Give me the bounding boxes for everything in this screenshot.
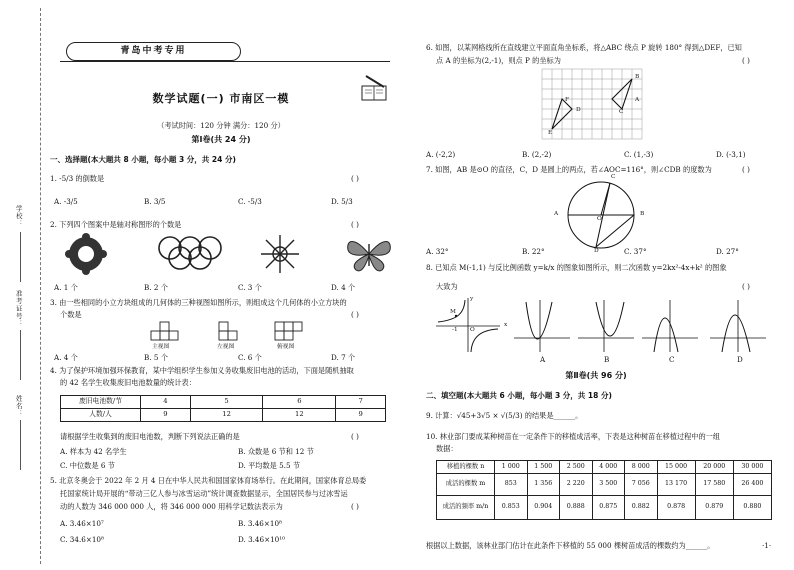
q7-answer-paren[interactable]: ( ) bbox=[742, 165, 750, 174]
circle-label-o: O bbox=[597, 216, 602, 222]
q8-label-neg1: -1 bbox=[452, 327, 458, 333]
table-cell: 0.904 bbox=[527, 496, 560, 520]
q8-option-c-graph bbox=[640, 298, 700, 354]
q8-label-x: x bbox=[504, 322, 508, 328]
circle-label-d: D bbox=[594, 248, 599, 254]
table-header-cell: 4 bbox=[141, 396, 191, 409]
q4-battery-table bbox=[60, 395, 386, 422]
page-number: ·1· bbox=[762, 541, 772, 550]
q1-option-a[interactable]: A. -3/5 bbox=[54, 197, 78, 206]
front-view-caption: 主视图 bbox=[152, 344, 170, 350]
table-row-label: 成活的频率 m/n bbox=[437, 496, 495, 520]
q5-option-b[interactable]: B. 3.46×10⁸ bbox=[238, 519, 282, 528]
q7-circle-figure bbox=[564, 178, 638, 252]
q4-option-c[interactable]: C. 中位数是 6 节 bbox=[60, 461, 115, 470]
q1-option-c[interactable]: C. -5/3 bbox=[238, 197, 262, 206]
side-view-caption: 左视图 bbox=[217, 344, 235, 350]
q1-answer-paren[interactable]: ( ) bbox=[351, 174, 359, 183]
q6-stem-line1: 6. 如图，以某网格线所在直线建立平面直角坐标系，将△ABC 绕点 P 旋转 180° 得到△DEF，已知 bbox=[426, 43, 742, 52]
olympic-rings-icon bbox=[156, 234, 224, 272]
school-label: 学校： bbox=[14, 205, 23, 228]
page-title: 数学试题(一) 市南区一模 bbox=[152, 92, 290, 105]
table-header-cell: 5 bbox=[190, 396, 263, 409]
table-cell: 7 056 bbox=[625, 474, 658, 496]
q5-option-a[interactable]: A. 3.46×10⁷ bbox=[60, 519, 104, 528]
q8-label-m: M bbox=[450, 309, 456, 315]
q1-option-b[interactable]: B. 3/5 bbox=[144, 197, 166, 206]
q8-option-c[interactable]: C bbox=[669, 355, 675, 364]
exam-info: （考试时间：120 分钟 满分：120 分） bbox=[157, 121, 285, 130]
table-cell: 13 170 bbox=[657, 474, 695, 496]
q2-option-b[interactable]: B. 2 个 bbox=[144, 283, 168, 292]
q2-option-a[interactable]: A. 1 个 bbox=[54, 283, 78, 292]
binding-dashed-line bbox=[40, 8, 41, 564]
circle-label-a: A bbox=[554, 211, 559, 217]
q3-stem-line1: 3. 由一些相同的小立方块组成的几何体的三种视图如图所示，则组成这个几何体的小立方块的 bbox=[50, 298, 347, 307]
table-cell: 0.882 bbox=[625, 496, 658, 520]
q2-answer-paren[interactable]: ( ) bbox=[351, 220, 359, 229]
circle-label-c: C bbox=[611, 174, 616, 180]
q1-option-d[interactable]: D. 5/3 bbox=[331, 197, 353, 206]
table-cell: 4 000 bbox=[592, 461, 625, 474]
table-cell: 12 bbox=[263, 409, 336, 422]
q5-stem-line1: 5. 北京冬奥会于 2022 年 2 月 4 日在中华人民共和国国家体育场举行。在此期间，国家体育总局委 bbox=[50, 476, 367, 485]
table-cell: 20 000 bbox=[695, 461, 733, 474]
q3-option-a[interactable]: A. 4 个 bbox=[54, 353, 78, 362]
q8-option-b[interactable]: B bbox=[604, 355, 610, 364]
table-cell: 1 356 bbox=[527, 474, 560, 496]
q5-answer-paren[interactable]: ( ) bbox=[351, 502, 359, 511]
table-row bbox=[437, 461, 772, 474]
q8-option-b-graph bbox=[576, 298, 636, 354]
q8-option-d[interactable]: D bbox=[737, 355, 743, 364]
front-view-figure bbox=[150, 320, 180, 342]
top-view-caption: 俯视图 bbox=[277, 344, 295, 350]
table-cell: 0.853 bbox=[495, 496, 528, 520]
table-cell: 1 000 bbox=[495, 461, 528, 474]
q10-survival-table bbox=[436, 460, 772, 520]
q8-option-a[interactable]: A bbox=[540, 355, 546, 364]
section2-heading: 二、填空题(本大题共 6 小题，每小题 3 分，共 18 分) bbox=[426, 391, 612, 400]
top-view-figure bbox=[274, 320, 304, 342]
q3-option-c[interactable]: C. 6 个 bbox=[238, 353, 262, 362]
q4-option-b[interactable]: B. 众数是 6 节和 12 节 bbox=[238, 447, 314, 456]
id-label: 准考证号： bbox=[14, 290, 23, 328]
q5-stem-line3: 动的人数为 346 000 000 人，将 346 000 000 用科学记数法表示为 bbox=[60, 502, 283, 511]
table-cell: 26 400 bbox=[733, 474, 771, 496]
table-row bbox=[437, 496, 772, 520]
q2-stem: 2. 下列四个图案中是轴对称图形的个数是 bbox=[50, 220, 182, 229]
q4-stem-line1: 4. 为了保护环境加强环保教育，某中学组织学生参加义务收集废旧电池的活动，下面是随机抽取 bbox=[50, 366, 354, 375]
q8-hyperbola-figure bbox=[434, 296, 502, 354]
q8-stem-line1: 8. 已知点 M(-1,1) 与反比例函数 y=k/x 的图象如图所示，则二次函数 y=2kx²-4x+k² 的图象 bbox=[426, 263, 727, 272]
table-row-label: 成活的棵数 m bbox=[437, 474, 495, 496]
id-blank[interactable] bbox=[20, 330, 21, 380]
side-view-figure bbox=[218, 320, 240, 342]
table-row-label: 人数/人 bbox=[61, 409, 141, 422]
q4-option-a[interactable]: A. 样本为 42 名学生 bbox=[60, 447, 127, 456]
q10-stem-line2: 数据： bbox=[436, 444, 458, 453]
grid-label-a: A bbox=[635, 97, 640, 103]
table-cell: 9 bbox=[336, 409, 386, 422]
circle-label-b: B bbox=[640, 211, 645, 217]
table-cell: 0.878 bbox=[657, 496, 695, 520]
q5-stem-line2: 托国家统计局开展的“带动三亿人参与冰雪运动”统计调查数据显示，全国居民参与过冰雪运 bbox=[60, 489, 348, 498]
q6-stem-line2: 点 A 的坐标为(2,-1)，则点 P 的坐标为 bbox=[436, 56, 561, 65]
snowflake-icon bbox=[258, 232, 302, 276]
banner bbox=[66, 42, 241, 61]
table-header-cell: 7 bbox=[336, 396, 386, 409]
q7-option-b[interactable]: B. 22° bbox=[522, 247, 545, 256]
q1-stem: 1. -5/3 的倒数是 bbox=[50, 174, 105, 183]
q10-footer: 根据以上数据，该林业部门估计在此条件下移植的 55 000 棵树苗成活的棵数约为______。 bbox=[426, 541, 715, 550]
table-cell: 8 000 bbox=[625, 461, 658, 474]
q7-stem: 7. 如图，AB 是⊙O 的直径，C，D 是圆上的两点，若∠AOC=116°，则∠CDB 的度数为 bbox=[426, 165, 712, 174]
q5-option-d[interactable]: D. 3.46×10¹⁰ bbox=[238, 535, 286, 544]
banner-text: 青岛中考专用 bbox=[120, 46, 187, 56]
table-header-cell: 废旧电池数/节 bbox=[61, 396, 141, 409]
q7-option-a[interactable]: A. 32° bbox=[426, 247, 449, 256]
part1-heading: 第Ⅰ卷(共 24 分) bbox=[191, 135, 251, 144]
q3-option-d[interactable]: D. 7 个 bbox=[331, 353, 356, 362]
table-cell: 0.875 bbox=[592, 496, 625, 520]
grid-label-b: B bbox=[635, 74, 640, 80]
q6-answer-paren[interactable]: ( ) bbox=[742, 56, 750, 65]
table-cell: 0.880 bbox=[733, 496, 771, 520]
q8-stem-line2: 大致为 bbox=[436, 282, 458, 291]
q7-option-d[interactable]: D. 27° bbox=[716, 247, 739, 256]
table-cell: 0.879 bbox=[695, 496, 733, 520]
grid-label-c: C bbox=[619, 109, 624, 115]
grid-label-d: D bbox=[576, 107, 581, 113]
q8-label-y: y bbox=[470, 296, 474, 302]
q9-stem: 9. 计算：√45+3√5 × √(5/3) 的结果是______。 bbox=[426, 411, 583, 420]
q7-option-c[interactable]: C. 37° bbox=[624, 247, 647, 256]
table-row bbox=[61, 396, 386, 409]
q6-option-d[interactable]: D. (-3,1) bbox=[716, 150, 746, 159]
table-cell: 2 500 bbox=[560, 461, 593, 474]
name-label: 姓名： bbox=[14, 395, 23, 418]
banner-rule bbox=[60, 61, 390, 62]
q3-stem-line2: 个数是 bbox=[60, 310, 82, 319]
q4-option-d[interactable]: D. 平均数是 5.5 节 bbox=[238, 461, 301, 470]
table-cell: 0.888 bbox=[560, 496, 593, 520]
butterfly-icon bbox=[344, 234, 394, 274]
q4-stem-line2: 的 42 名学生收集废旧电池数量的统计表： bbox=[60, 378, 196, 387]
name-blank[interactable] bbox=[20, 420, 21, 470]
q3-option-b[interactable]: B. 5 个 bbox=[144, 353, 168, 362]
table-header-cell: 6 bbox=[263, 396, 336, 409]
q8-option-a-graph bbox=[512, 298, 572, 354]
q3-answer-paren[interactable]: ( ) bbox=[351, 310, 359, 319]
table-cell: 12 bbox=[190, 409, 263, 422]
table-cell: 3 500 bbox=[592, 474, 625, 496]
q6-option-a[interactable]: A. (-2,2) bbox=[426, 150, 456, 159]
table-row bbox=[437, 474, 772, 496]
q8-option-d-graph bbox=[708, 298, 768, 354]
table-cell: 17 580 bbox=[695, 474, 733, 496]
table-row-label: 移植的棵数 n bbox=[437, 461, 495, 474]
q6-option-b[interactable]: B. (2,-2) bbox=[522, 150, 552, 159]
flower-pattern-icon bbox=[62, 232, 110, 276]
q6-option-c[interactable]: C. (1,-3) bbox=[624, 150, 654, 159]
table-cell: 853 bbox=[495, 474, 528, 496]
q8-answer-paren[interactable]: ( ) bbox=[742, 282, 750, 291]
table-cell: 1 500 bbox=[527, 461, 560, 474]
right-column bbox=[426, 34, 786, 564]
q10-stem-line1: 10. 林业部门要成某种树苗在一定条件下的移植成活率，下表是这种树苗在移植过程中的一组 bbox=[426, 432, 721, 441]
q6-grid-figure bbox=[540, 67, 650, 141]
school-blank[interactable] bbox=[20, 232, 21, 282]
table-cell: 30 000 bbox=[733, 461, 771, 474]
table-row bbox=[61, 409, 386, 422]
binding-margin bbox=[0, 0, 46, 570]
table-cell: 15 000 bbox=[657, 461, 695, 474]
table-cell: 9 bbox=[141, 409, 191, 422]
grid-label-e: E bbox=[548, 130, 553, 136]
q4-answer-paren[interactable]: ( ) bbox=[351, 432, 359, 441]
grid-label-f: F bbox=[565, 97, 570, 103]
q8-label-origin: O bbox=[470, 327, 475, 333]
q4-stem-line3: 请根据学生收集到的废旧电池数，判断下列说法正确的是 bbox=[60, 432, 240, 441]
left-column bbox=[46, 34, 396, 564]
q2-option-c[interactable]: C. 3 个 bbox=[238, 283, 262, 292]
q2-option-d[interactable]: D. 4 个 bbox=[331, 283, 356, 292]
section1-heading: 一、选择题(本大题共 8 小题，每小题 3 分，共 24 分) bbox=[50, 155, 236, 164]
table-cell: 2 220 bbox=[560, 474, 593, 496]
q5-option-c[interactable]: C. 34.6×10⁸ bbox=[60, 535, 104, 544]
part2-heading: 第Ⅱ卷(共 96 分) bbox=[565, 371, 627, 380]
